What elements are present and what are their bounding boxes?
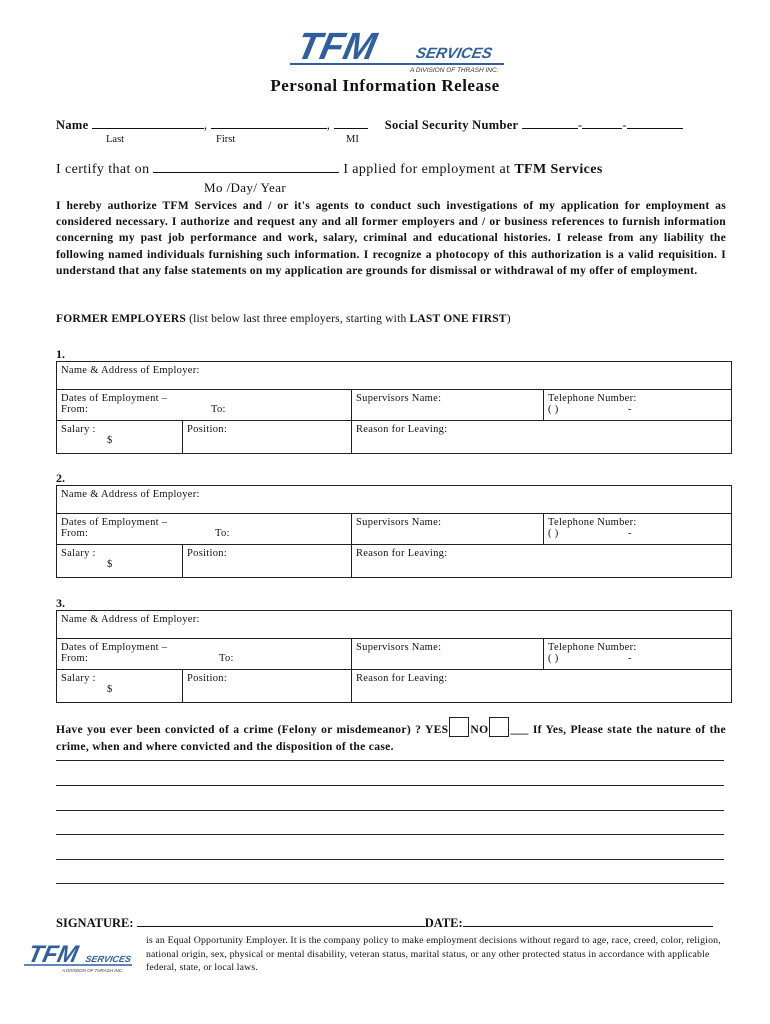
certify-line — [56, 162, 603, 178]
first-caption: First — [216, 134, 236, 145]
certify-prefix: I certify that on — [56, 162, 150, 177]
employer-name-address-field[interactable] — [56, 361, 732, 390]
answer-line[interactable] — [56, 810, 724, 811]
from-label: From: — [61, 528, 89, 539]
signature-label: SIGNATURE: — [56, 916, 134, 930]
name-address-label: Name & Address of Employer: — [61, 365, 200, 376]
dates-label: Dates of Employment – — [61, 642, 168, 653]
from-label: From: — [61, 653, 89, 664]
position-field[interactable] — [182, 544, 352, 578]
former-instruction-a: (list below last three employers, starting with — [186, 313, 410, 325]
tfm-logo-footer — [24, 938, 136, 974]
signature-date-field[interactable] — [463, 916, 713, 927]
no-blank: ___ — [510, 723, 529, 736]
dates-of-employment-field[interactable] — [56, 638, 352, 670]
from-label: From: — [61, 404, 89, 415]
reason-for-leaving-field[interactable] — [351, 669, 732, 703]
dates-of-employment-field[interactable] — [56, 389, 352, 421]
conviction-question — [56, 717, 726, 755]
phone-area-code: ( ) — [548, 653, 559, 664]
answer-line[interactable] — [56, 760, 724, 761]
salary-label: Salary : — [61, 548, 96, 559]
dollar-sign: $ — [107, 684, 113, 695]
dollar-sign: $ — [107, 559, 113, 570]
name-line: Name , , Social Security Number - - — [56, 118, 683, 133]
telephone-label: Telephone Number: — [548, 517, 637, 528]
salary-field[interactable] — [56, 669, 183, 703]
position-field[interactable] — [182, 420, 352, 454]
no-label: NO — [470, 723, 489, 736]
answer-line[interactable] — [56, 859, 724, 860]
reason-for-leaving-field[interactable] — [351, 420, 732, 454]
date-hint: Mo /Day/ Year — [204, 180, 287, 195]
phone-area-code: ( ) — [548, 404, 559, 415]
position-label: Position: — [187, 424, 228, 435]
certify-company: TFM Services — [514, 162, 603, 177]
dates-label: Dates of Employment – — [61, 517, 168, 528]
last-caption: Last — [106, 134, 125, 145]
supervisor-label: Supervisors Name: — [356, 642, 442, 653]
reason-label: Reason for Leaving: — [356, 673, 448, 684]
footer-logo-services: SERVICES — [84, 954, 133, 964]
to-label: To: — [211, 404, 226, 415]
employer-number: 2. — [56, 471, 65, 485]
tfm-logo — [290, 26, 510, 74]
dates-of-employment-field[interactable] — [56, 513, 352, 545]
signature-line — [56, 916, 713, 931]
former-instruction-c: ) — [506, 313, 511, 325]
telephone-number-field[interactable] — [543, 513, 732, 545]
supervisor-name-field[interactable] — [351, 638, 544, 670]
to-label: To: — [219, 653, 234, 664]
mi-field[interactable] — [334, 118, 368, 129]
logo-tagline: A DIVISION OF THRASH INC. — [410, 67, 499, 74]
position-label: Position: — [187, 673, 228, 684]
telephone-label: Telephone Number: — [548, 393, 637, 404]
conviction-question-text: Have you ever been convicted of a crime (Felony or misdemeanor) ? — [56, 723, 422, 736]
certify-suffix: I applied for employment at — [343, 162, 511, 177]
employer-name-address-field[interactable] — [56, 610, 732, 639]
mi-caption: MI — [346, 134, 359, 145]
former-instruction-b: LAST ONE FIRST — [409, 313, 507, 325]
ssn-field-1[interactable] — [522, 118, 578, 129]
phone-dash: - — [628, 528, 632, 539]
supervisor-name-field[interactable] — [351, 389, 544, 421]
position-field[interactable] — [182, 669, 352, 703]
ssn-field-2[interactable] — [582, 118, 622, 129]
telephone-label: Telephone Number: — [548, 642, 637, 653]
answer-line[interactable] — [56, 785, 724, 786]
authorization-paragraph: I hereby authorize TFM Services and / or it's agents to conduct such investigations of my application for employment as considered necessary. I authorize and request any and all former employers and / or business references to furnish information concerning my past job performance and work, salary, criminal and educational histories. I release from any liability the following named individuals furnishing such information. I recognize a photocopy of this authorization is a valid requisition. I understand that any false statements on my application are grounds for dismissal or withdrawal of my offer of employment. — [56, 199, 726, 277]
to-label: To: — [215, 528, 230, 539]
name-address-label: Name & Address of Employer: — [61, 489, 200, 500]
conviction-follow-text: If Yes, Please state the nature of the crime, when and where convicted and the disposition of the case. — [56, 723, 726, 753]
yes-label: YES — [424, 723, 449, 736]
reason-label: Reason for Leaving: — [356, 424, 448, 435]
supervisor-label: Supervisors Name: — [356, 393, 442, 404]
no-checkbox[interactable] — [489, 717, 509, 737]
footer-logo-tagline: A DIVISION OF THRASH INC. — [62, 968, 124, 973]
dollar-sign: $ — [107, 435, 113, 446]
supervisor-name-field[interactable] — [351, 513, 544, 545]
phone-area-code: ( ) — [548, 528, 559, 539]
name-label: Name — [56, 118, 89, 132]
logo-services-text: SERVICES — [414, 45, 494, 62]
ssn-field-3[interactable] — [627, 118, 683, 129]
dates-label: Dates of Employment – — [61, 393, 168, 404]
supervisor-label: Supervisors Name: — [356, 517, 442, 528]
telephone-number-field[interactable] — [543, 638, 732, 670]
page-title: Personal Information Release — [270, 76, 500, 95]
reason-label: Reason for Leaving: — [356, 548, 448, 559]
salary-label: Salary : — [61, 424, 96, 435]
ssn-label: Social Security Number — [384, 118, 519, 132]
answer-line[interactable] — [56, 834, 724, 835]
employer-number: 1. — [56, 347, 65, 361]
phone-dash: - — [628, 404, 632, 415]
footer-logo-tfm: TFM — [25, 941, 81, 968]
telephone-number-field[interactable] — [543, 389, 732, 421]
salary-label: Salary : — [61, 673, 96, 684]
employer-name-address-field[interactable] — [56, 485, 732, 514]
yes-checkbox[interactable] — [449, 717, 469, 737]
first-name-field[interactable] — [211, 118, 327, 129]
salary-field[interactable] — [56, 544, 183, 578]
employer-number: 3. — [56, 596, 65, 610]
former-employers-heading — [56, 313, 511, 325]
phone-dash: - — [628, 653, 632, 664]
former-heading-label: FORMER EMPLOYERS — [56, 313, 187, 325]
answer-line[interactable] — [56, 883, 724, 884]
salary-field[interactable] — [56, 420, 183, 454]
eeo-statement: is an Equal Opportunity Employer. It is the company policy to make employment decisions without regard to age, race, creed, color, religion, national origin, sex, physical or mental disability, veteran status, marital status, or any other protected status in accordance with applicable federal, state, or local laws. — [146, 935, 721, 973]
position-label: Position: — [187, 548, 228, 559]
last-name-field[interactable] — [92, 118, 204, 129]
logo-tfm-text: TFM — [293, 26, 381, 68]
signature-field[interactable] — [137, 916, 425, 927]
certify-date-field[interactable] — [153, 162, 339, 173]
name-address-label: Name & Address of Employer: — [61, 614, 200, 625]
date-label: DATE: — [424, 916, 463, 930]
reason-for-leaving-field[interactable] — [351, 544, 732, 578]
